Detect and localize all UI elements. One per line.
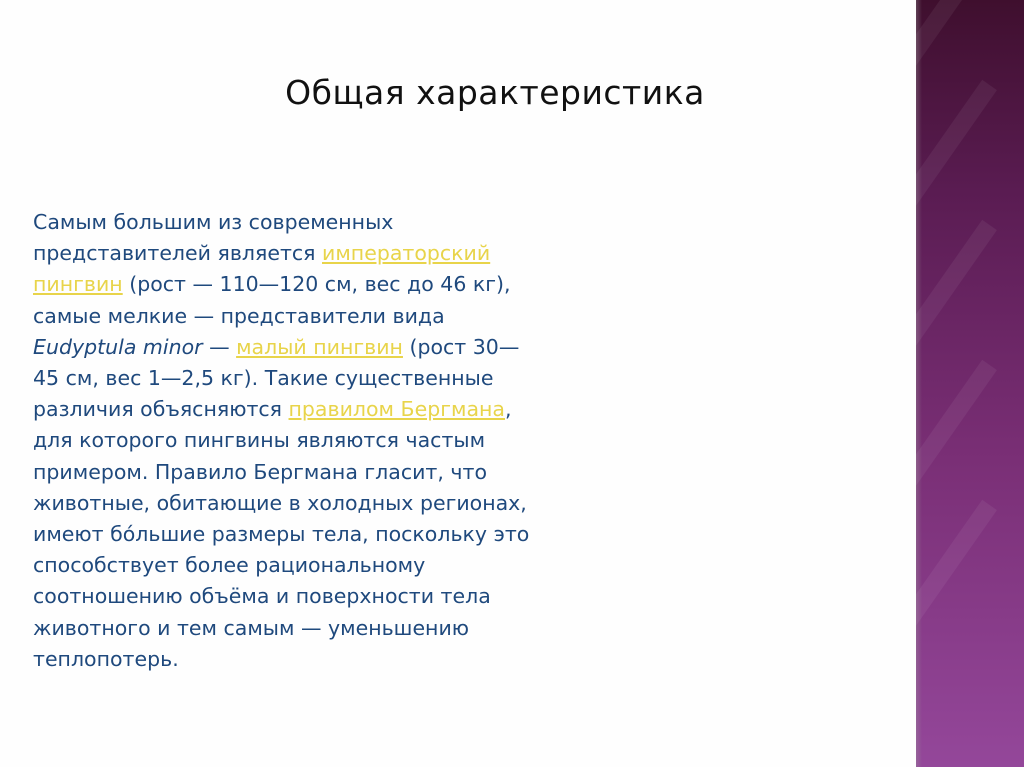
decorative-side-band [916, 0, 1024, 767]
band-stripe [916, 500, 997, 691]
link-little-penguin[interactable]: малый пингвин [236, 334, 403, 359]
paragraph-text: (рост 30—45 см, вес 1—2,5 кг). Такие существенные различия объясняются [33, 334, 520, 422]
slide-title: Общая характеристика [285, 73, 705, 112]
paragraph-text: Самым большим из современных представителей является [33, 210, 394, 266]
link-emperor-penguin[interactable]: императорский пингвин [33, 241, 491, 297]
link-bergmann-rule[interactable]: правилом Бергмана [288, 397, 505, 422]
paragraph-text: , для которого пингвины являются частым примером. Правило Бергмана гласит, что животные, обитающие в холодных регионах, имеют бо́льшие размеры тела, поскольку это способствует более рациональному соотношению объёма и поверхности тела животного и тем самым — уменьшению теплопотерь. [33, 397, 530, 671]
paragraph-text: — [202, 334, 237, 359]
species-name: Eudyptula minor [33, 334, 203, 359]
slide-paragraph [33, 207, 533, 675]
band-shadow [916, 0, 922, 767]
paragraph-text: (рост — 110—120 см, вес до 46 кг), самые мелкие — представители вида [33, 272, 511, 328]
